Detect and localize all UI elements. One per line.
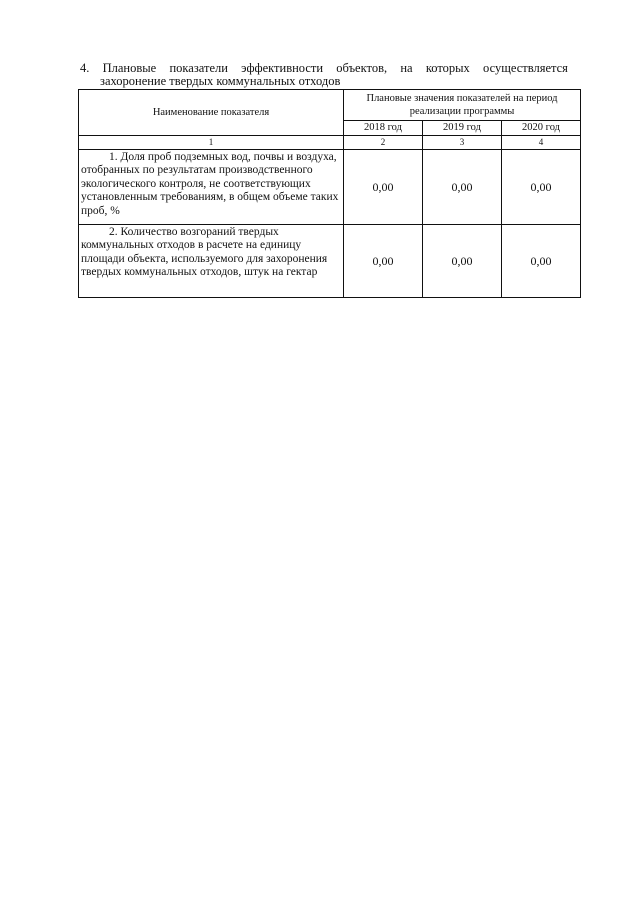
header-year: 2018 год bbox=[344, 121, 423, 136]
indicator-name: 2. Количество возгораний твердых коммунальных отходов в расчете на единицу площади объекта, используемого для захоронения твердых коммунальных отходов, штук на гектар bbox=[81, 226, 328, 279]
section-heading bbox=[80, 62, 568, 88]
heading-word: показатели bbox=[169, 61, 228, 75]
indicator-value: 0,00 bbox=[423, 225, 502, 298]
indicator-name-cell bbox=[79, 150, 344, 225]
heading-word: осуществляется bbox=[483, 61, 568, 75]
indicator-value: 0,00 bbox=[423, 150, 502, 225]
indicator-value: 0,00 bbox=[502, 225, 581, 298]
table-row bbox=[79, 150, 581, 225]
indicator-value: 0,00 bbox=[502, 150, 581, 225]
column-number: 3 bbox=[423, 136, 502, 150]
indicator-name-cell bbox=[79, 225, 344, 298]
header-year: 2020 год bbox=[502, 121, 581, 136]
column-number: 2 bbox=[344, 136, 423, 150]
heading-word: эффективности bbox=[241, 61, 324, 75]
section-heading-line2: захоронение твердых коммунальных отходов bbox=[100, 74, 341, 88]
table-header-row bbox=[79, 90, 581, 121]
indicator-value: 0,00 bbox=[344, 225, 423, 298]
column-number: 1 bbox=[79, 136, 344, 150]
heading-word: которых bbox=[425, 61, 470, 75]
table-column-number-row bbox=[79, 136, 581, 150]
table-row bbox=[79, 225, 581, 298]
indicator-name: 1. Доля проб подземных вод, почвы и воздуха, отобранных по результатам производственного экологического контроля, не соответствующих установленным требованиям, в общем объеме таких проб, % bbox=[81, 151, 339, 217]
header-year: 2019 год bbox=[423, 121, 502, 136]
column-number: 4 bbox=[502, 136, 581, 150]
indicators-table bbox=[78, 89, 581, 298]
heading-word: Плановые bbox=[102, 61, 157, 75]
heading-word: 4. bbox=[80, 61, 90, 75]
heading-word: объектов, bbox=[336, 61, 388, 75]
header-indicator-name: Наименование показателя bbox=[79, 90, 344, 136]
header-planned-values: Плановые значения показателей на период реализации программы bbox=[344, 90, 581, 121]
heading-word: на bbox=[400, 61, 413, 75]
indicator-value: 0,00 bbox=[344, 150, 423, 225]
